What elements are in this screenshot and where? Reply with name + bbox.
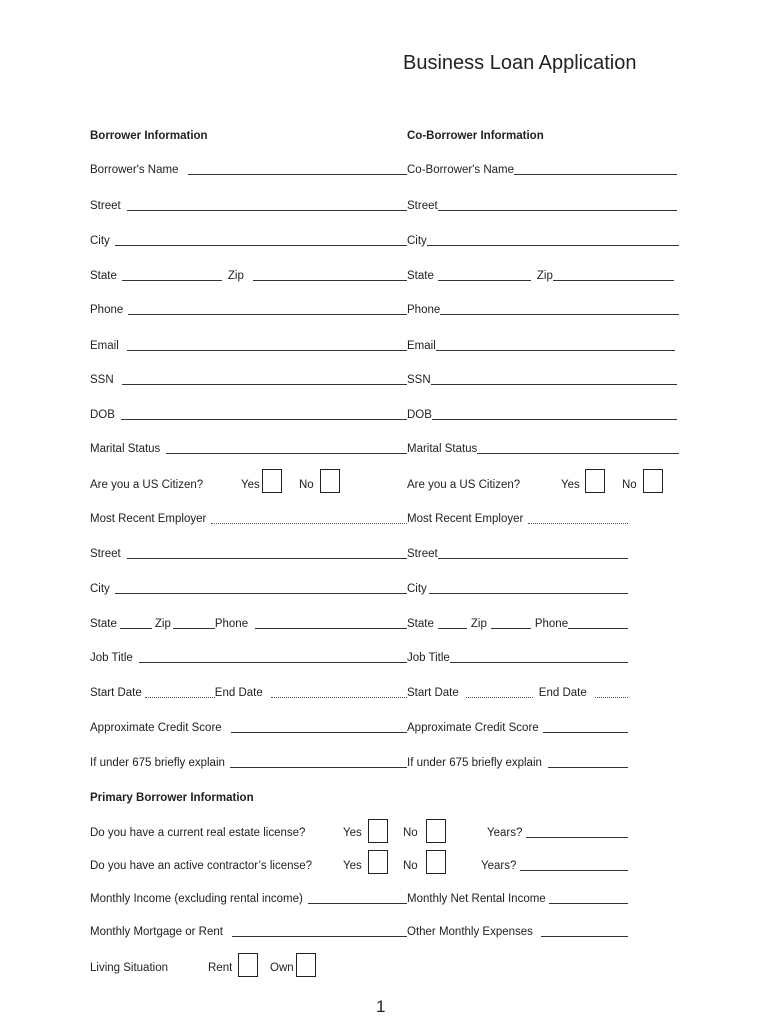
coborrower-email-label: Email xyxy=(407,340,436,352)
coborrower-zip-line[interactable] xyxy=(553,279,674,281)
borrower-job-title-label: Job Title xyxy=(90,652,133,664)
re-license-no-wrap xyxy=(403,826,418,840)
net-rental-line[interactable] xyxy=(549,902,628,904)
borrower-emp-phone-label: Phone xyxy=(214,618,249,630)
borrower-state-label: State xyxy=(90,270,117,282)
contractor-license-no-label: No xyxy=(403,860,418,872)
borrower-street-field[interactable] xyxy=(90,199,407,213)
borrower-citizen-no-label: No xyxy=(299,479,314,491)
coborrower-employer-label: Most Recent Employer xyxy=(407,513,524,525)
net-rental-label: Monthly Net Rental Income xyxy=(407,893,546,905)
living-rent-checkbox[interactable] xyxy=(238,953,258,977)
coborrower-phone-label: Phone xyxy=(407,304,441,316)
coborrower-header-label: Co-Borrower Information xyxy=(407,130,544,142)
borrower-name-field[interactable] xyxy=(90,163,407,177)
coborrower-start-date-label: Start Date xyxy=(407,687,459,699)
contractor-license-label: Do you have an active contractor’s license? xyxy=(90,860,313,872)
coborrower-section-header xyxy=(407,129,544,143)
coborrower-employer-field[interactable] xyxy=(407,512,628,526)
coborrower-street-line[interactable] xyxy=(438,209,677,211)
borrower-credit-field[interactable] xyxy=(90,721,407,735)
contractor-license-years-line[interactable] xyxy=(520,869,628,871)
coborrower-emp-street-label: Street xyxy=(407,548,438,560)
coborrower-marital-label: Marital Status xyxy=(407,443,478,455)
contractor-license-years-label: Years? xyxy=(481,860,517,872)
borrower-emp-state-label: State xyxy=(90,618,117,630)
coborrower-end-date-label: End Date xyxy=(538,687,587,699)
borrower-email-field[interactable] xyxy=(90,339,407,353)
re-license-years-line[interactable] xyxy=(526,836,628,838)
coborrower-emp-city-line[interactable] xyxy=(429,592,628,594)
contractor-license-yes-checkbox[interactable] xyxy=(368,850,388,874)
borrower-job-title-field[interactable] xyxy=(90,651,407,665)
form-title: Business Loan Application xyxy=(403,52,637,74)
borrower-end-date-label: End Date xyxy=(214,687,263,699)
other-expenses-label: Other Monthly Expenses xyxy=(407,926,533,938)
coborrower-dates-field[interactable] xyxy=(407,686,628,700)
coborrower-job-title-field[interactable] xyxy=(407,651,628,665)
living-situation-label: Living Situation xyxy=(90,962,168,974)
borrower-emp-city-line[interactable] xyxy=(115,592,407,594)
coborrower-citizen-yes-label-wrap xyxy=(561,478,580,492)
borrower-emp-city-field[interactable] xyxy=(90,582,407,596)
living-situation-question xyxy=(90,961,168,975)
re-license-years-label: Years? xyxy=(487,827,523,839)
borrower-ssn-line[interactable] xyxy=(122,383,407,385)
coborrower-ssn-label: SSN xyxy=(407,374,431,386)
borrower-phone-label: Phone xyxy=(90,304,124,316)
coborrower-explain-label: If under 675 briefly explain xyxy=(407,757,542,769)
borrower-city-line[interactable] xyxy=(115,244,407,246)
re-license-yes-checkbox[interactable] xyxy=(368,819,388,843)
coborrower-job-title-label: Job Title xyxy=(407,652,450,664)
coborrower-emp-zip-line[interactable] xyxy=(491,627,531,629)
coborrower-emp-city-field[interactable] xyxy=(407,582,628,596)
contractor-license-no-checkbox[interactable] xyxy=(426,850,446,874)
borrower-name-label: Borrower's Name xyxy=(90,164,179,176)
mortgage-rent-label: Monthly Mortgage or Rent xyxy=(90,926,223,938)
borrower-employer-line[interactable] xyxy=(211,522,407,524)
page-number: 1 xyxy=(376,997,386,1016)
borrower-emp-street-label: Street xyxy=(90,548,121,560)
mortgage-rent-line[interactable] xyxy=(232,935,407,937)
borrower-job-title-line[interactable] xyxy=(139,661,407,663)
borrower-end-date-line[interactable] xyxy=(271,696,407,698)
coborrower-phone-line[interactable] xyxy=(440,313,679,315)
coborrower-citizen-no-label-wrap xyxy=(622,478,637,492)
borrower-citizen-no-checkbox[interactable] xyxy=(320,469,340,493)
coborrower-email-field[interactable] xyxy=(407,339,675,353)
re-license-no-checkbox[interactable] xyxy=(426,819,446,843)
coborrower-emp-phone-line[interactable] xyxy=(568,627,628,629)
coborrower-emp-street-field[interactable] xyxy=(407,547,628,561)
living-own-label: Own xyxy=(270,962,294,974)
borrower-emp-zip-line[interactable] xyxy=(173,627,215,629)
coborrower-state-zip-field[interactable] xyxy=(407,269,674,283)
re-license-years-field[interactable] xyxy=(487,826,628,840)
contractor-license-yes-wrap xyxy=(343,859,362,873)
coborrower-state-label: State xyxy=(407,270,434,282)
coborrower-job-title-line[interactable] xyxy=(450,661,628,663)
living-own-wrap xyxy=(270,961,294,975)
other-expenses-field[interactable] xyxy=(407,925,628,939)
borrower-citizen-yes-label-wrap xyxy=(241,478,260,492)
contractor-license-yes-label: Yes xyxy=(343,860,362,872)
coborrower-ssn-field[interactable] xyxy=(407,373,677,387)
borrower-state-line[interactable] xyxy=(122,279,222,281)
borrower-street-label: Street xyxy=(90,200,121,212)
coborrower-email-line[interactable] xyxy=(436,349,675,351)
borrower-marital-field[interactable] xyxy=(90,442,407,456)
borrower-dates-field[interactable] xyxy=(90,686,407,700)
coborrower-credit-line[interactable] xyxy=(543,731,628,733)
borrower-zip-line[interactable] xyxy=(253,279,407,281)
borrower-citizen-yes-label: Yes xyxy=(241,479,260,491)
coborrower-city-line[interactable] xyxy=(427,244,679,246)
borrower-street-line[interactable] xyxy=(127,209,407,211)
borrower-zip-label: Zip xyxy=(227,270,244,282)
coborrower-explain-line[interactable] xyxy=(548,766,628,768)
borrower-emp-state-line[interactable] xyxy=(120,627,152,629)
borrower-state-zip-field[interactable] xyxy=(90,269,407,283)
borrower-citizen-yes-checkbox[interactable] xyxy=(262,469,282,493)
borrower-emp-street-line[interactable] xyxy=(127,557,407,559)
contractor-license-no-wrap xyxy=(403,859,418,873)
coborrower-ssn-line[interactable] xyxy=(431,383,677,385)
coborrower-citizen-yes-checkbox[interactable] xyxy=(585,469,605,493)
borrower-city-label: City xyxy=(90,235,110,247)
coborrower-state-line[interactable] xyxy=(438,279,531,281)
coborrower-emp-phone-label: Phone xyxy=(534,618,569,630)
coborrower-marital-field[interactable] xyxy=(407,442,679,456)
contractor-license-years-field[interactable] xyxy=(481,859,628,873)
living-rent-wrap xyxy=(208,961,232,975)
borrower-name-line[interactable] xyxy=(188,173,407,175)
coborrower-emp-street-line[interactable] xyxy=(438,557,628,559)
borrower-ssn-label: SSN xyxy=(90,374,114,386)
living-own-checkbox[interactable] xyxy=(296,953,316,977)
monthly-income-field[interactable] xyxy=(90,892,407,906)
borrower-header-label: Borrower Information xyxy=(90,130,208,142)
coborrower-emp-state-zip-phone-field[interactable] xyxy=(407,617,628,631)
coborrower-name-field[interactable] xyxy=(407,163,677,177)
borrower-start-date-label: Start Date xyxy=(90,687,142,699)
net-rental-field[interactable] xyxy=(407,892,628,906)
re-license-no-label: No xyxy=(403,827,418,839)
borrower-dob-field[interactable] xyxy=(90,408,407,422)
borrower-emp-phone-line[interactable] xyxy=(255,627,407,629)
borrower-emp-street-field[interactable] xyxy=(90,547,407,561)
coborrower-city-label: City xyxy=(407,235,427,247)
coborrower-dob-line[interactable] xyxy=(432,418,677,420)
coborrower-marital-line[interactable] xyxy=(477,452,679,454)
borrower-employer-field[interactable] xyxy=(90,512,407,526)
coborrower-credit-field[interactable] xyxy=(407,721,628,735)
borrower-dob-label: DOB xyxy=(90,409,115,421)
coborrower-emp-city-label: City xyxy=(407,583,427,595)
coborrower-citizen-question xyxy=(407,478,520,492)
borrower-email-label: Email xyxy=(90,340,119,352)
coborrower-name-line[interactable] xyxy=(514,173,677,175)
coborrower-end-date-line[interactable] xyxy=(595,696,628,698)
borrower-marital-line[interactable] xyxy=(166,452,407,454)
monthly-income-label: Monthly Income (excluding rental income) xyxy=(90,893,303,905)
coborrower-citizen-no-label: No xyxy=(622,479,637,491)
contractor-license-question xyxy=(90,859,312,873)
monthly-income-line[interactable] xyxy=(308,902,407,904)
borrower-credit-line[interactable] xyxy=(231,731,407,733)
coborrower-zip-label: Zip xyxy=(536,270,553,282)
living-rent-label: Rent xyxy=(208,962,233,974)
coborrower-emp-state-label: State xyxy=(407,618,434,630)
coborrower-citizen-yes-label: Yes xyxy=(561,479,580,491)
borrower-citizen-label: Are you a US Citizen? xyxy=(90,479,204,491)
borrower-explain-line[interactable] xyxy=(230,766,407,768)
borrower-city-field[interactable] xyxy=(90,234,407,248)
coborrower-emp-state-line[interactable] xyxy=(438,627,467,629)
borrower-dob-line[interactable] xyxy=(121,418,407,420)
borrower-employer-label: Most Recent Employer xyxy=(90,513,207,525)
borrower-ssn-field[interactable] xyxy=(90,373,407,387)
coborrower-name-label: Co-Borrower's Name xyxy=(407,164,514,176)
mortgage-rent-field[interactable] xyxy=(90,925,407,939)
borrower-citizen-question xyxy=(90,478,203,492)
coborrower-phone-field[interactable] xyxy=(407,303,679,317)
borrower-start-date-line[interactable] xyxy=(145,696,215,698)
borrower-emp-state-zip-phone-field[interactable] xyxy=(90,617,407,631)
coborrower-emp-zip-label: Zip xyxy=(470,618,487,630)
coborrower-dob-field[interactable] xyxy=(407,408,677,422)
borrower-credit-label: Approximate Credit Score xyxy=(90,722,222,734)
coborrower-citizen-label: Are you a US Citizen? xyxy=(407,479,521,491)
borrower-explain-field[interactable] xyxy=(90,756,407,770)
re-license-yes-wrap xyxy=(343,826,362,840)
coborrower-start-date-line[interactable] xyxy=(466,696,533,698)
coborrower-city-field[interactable] xyxy=(407,234,679,248)
borrower-section-header xyxy=(90,129,208,143)
borrower-emp-zip-label: Zip xyxy=(154,618,171,630)
primary-header-label: Primary Borrower Information xyxy=(90,792,254,804)
borrower-citizen-no-label-wrap xyxy=(299,478,314,492)
borrower-phone-field[interactable] xyxy=(90,303,407,317)
coborrower-credit-label: Approximate Credit Score xyxy=(407,722,539,734)
coborrower-street-label: Street xyxy=(407,200,438,212)
primary-section-header xyxy=(90,791,254,805)
coborrower-employer-line[interactable] xyxy=(528,522,628,524)
coborrower-explain-field[interactable] xyxy=(407,756,628,770)
coborrower-street-field[interactable] xyxy=(407,199,677,213)
borrower-phone-line[interactable] xyxy=(128,313,407,315)
re-license-question xyxy=(90,826,305,840)
coborrower-citizen-no-checkbox[interactable] xyxy=(643,469,663,493)
other-expenses-line[interactable] xyxy=(541,935,628,937)
borrower-marital-label: Marital Status xyxy=(90,443,161,455)
borrower-explain-label: If under 675 briefly explain xyxy=(90,757,225,769)
coborrower-dob-label: DOB xyxy=(407,409,432,421)
re-license-label: Do you have a current real estate license? xyxy=(90,827,306,839)
borrower-email-line[interactable] xyxy=(127,349,407,351)
borrower-emp-city-label: City xyxy=(90,583,110,595)
re-license-yes-label: Yes xyxy=(343,827,362,839)
